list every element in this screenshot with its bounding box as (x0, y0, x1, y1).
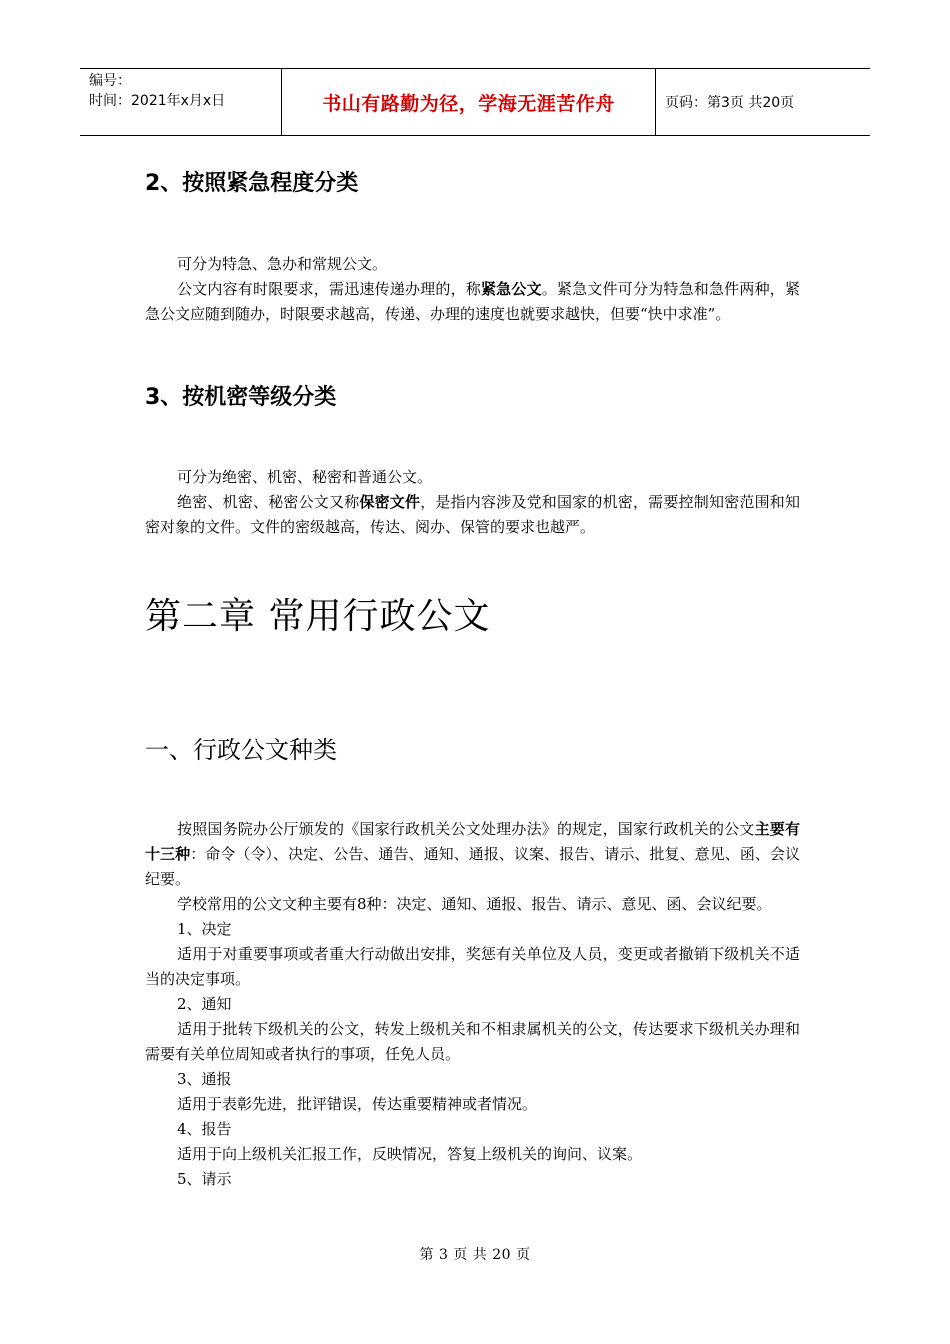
page-header (80, 68, 870, 136)
page-footer: 第 3 页 共 20 页 (419, 1247, 531, 1263)
chapter-title: 第二章 常用行政公文 (145, 596, 491, 637)
term-confidential-document: 保密文件 (359, 493, 421, 511)
header-meta (80, 69, 282, 135)
section-1-body (145, 817, 800, 1192)
section-1-paragraph-2: 学校常用的公文文种主要有8种：决定、通知、通报、报告、请示、意见、函、会议纪要。 (177, 895, 772, 913)
list-item-title: 1、决定 (177, 920, 232, 938)
section-3-body (145, 465, 800, 540)
list-item-title: 4、报告 (177, 1120, 232, 1138)
header-page-info: 页码：第3页 共20页 (665, 95, 795, 111)
document-number-label: 编号： (89, 73, 131, 89)
section-2-heading: 2、按照紧急程度分类 (145, 171, 359, 196)
section-3-paragraph-2 (145, 490, 800, 540)
list-item-body: 适用于批转下级机关的公文，转发上级机关和不相隶属机关的公文，传达要求下级机关办理和需要有关单位周知或者执行的事项，任免人员。 (145, 1020, 800, 1063)
section-2-paragraph-1: 可分为特急、急办和常规公文。 (177, 255, 388, 273)
text-run: ，是指内容涉及党和国家的机密，需要控制知密范围和知密对象的文件。文件的密级越高，传达、阅办、保管的要求也越严。 (145, 493, 800, 536)
text-run: 按照国务院办公厅颁发的《国家行政机关公文处理办法》的规定，国家行政机关的公文 (177, 820, 755, 838)
text-run: 公文内容有时限要求，需迅速传递办理的，称 (177, 280, 481, 298)
text-run: ：命令（令）、决定、公告、通告、通知、通报、议案、报告、请示、批复、意见、函、会议纪要。 (145, 845, 800, 888)
term-urgent-document: 紧急公文 (480, 280, 542, 298)
list-item-title: 5、请示 (177, 1170, 232, 1188)
list-item-body: 适用于向上级机关汇报工作，反映情况，答复上级机关的询问、议案。 (177, 1145, 643, 1163)
section-2-body (145, 252, 800, 327)
text-run: 。紧急文件可分为特急和急件两种，紧急公文应随到随办，时限要求越高，传递、办理的速度也就要求越快，但要“快中求准”。 (145, 280, 800, 323)
section-1-heading: 一、行政公文种类 (145, 736, 337, 764)
section-3-paragraph-1: 可分为绝密、机密、秘密和普通公文。 (177, 468, 433, 486)
list-item-title: 2、通知 (177, 995, 232, 1013)
section-2-paragraph-2 (145, 277, 800, 327)
term-thirteen-types: 主要有十三种 (145, 820, 800, 863)
document-date: 时间：2021年x月x日 (89, 93, 226, 109)
list-item-body: 适用于对重要事项或者重大行动做出安排，奖惩有关单位及人员，变更或者撤销下级机关不适当的决定事项。 (145, 945, 800, 988)
section-3-heading: 3、按机密等级分类 (145, 385, 337, 410)
text-run: 绝密、机密、秘密公文又称 (177, 493, 360, 511)
list-item-body: 适用于表彰先进，批评错误，传达重要精神或者情况。 (177, 1095, 538, 1113)
header-motto: 书山有路勤为径，学海无涯苦作舟 (282, 69, 656, 135)
list-item-title: 3、通报 (177, 1070, 232, 1088)
section-1-paragraph-1 (145, 817, 800, 892)
